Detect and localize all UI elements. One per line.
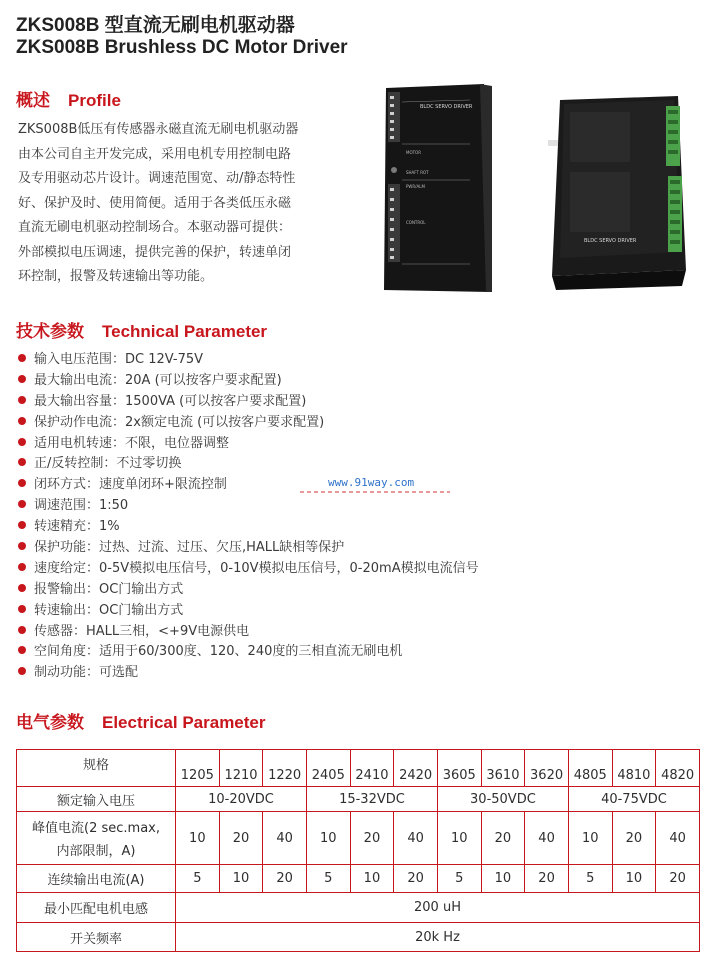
front-label: BLDC SERVO DRIVER — [420, 104, 473, 110]
table-cell: 2420 — [394, 750, 438, 787]
list-item-text: 速度给定：0-5V模拟电压信号，0-10V模拟电压信号，0-20mA模拟电流信号 — [34, 560, 479, 576]
table-cell: 5 — [437, 865, 481, 893]
list-item — [18, 622, 479, 643]
table-cell: 40-75VDC — [568, 787, 699, 812]
list-item-text: 报警输出：OC门输出方式 — [34, 581, 184, 597]
front-side-label: PWR/ALM — [406, 184, 425, 189]
table-cell: 10 — [176, 812, 220, 865]
watermark-divider — [300, 491, 450, 493]
list-item — [18, 413, 479, 434]
technical-heading-en: Technical Parameter — [102, 322, 268, 341]
list-item — [18, 538, 479, 559]
list-item-text: 转速输出：OC门输出方式 — [34, 602, 184, 618]
profile-line: 由本公司自主开发完成，采用电机专用控制电路 — [18, 146, 292, 162]
models-label: 规格 — [17, 750, 176, 787]
table-row — [17, 865, 700, 893]
bullet-icon — [18, 584, 26, 592]
bullet-icon — [18, 605, 26, 613]
table-cell: 10 — [350, 865, 394, 893]
technical-list — [18, 350, 479, 684]
front-side-label: SHAFT ROT — [406, 170, 429, 175]
table-cell: 2405 — [306, 750, 350, 787]
table-cell: 20 — [350, 812, 394, 865]
table-cell: 5 — [306, 865, 350, 893]
bullet-icon — [18, 521, 26, 529]
list-item-text: 空间角度：适用于60/300度、120、240度的三相直流无刷电机 — [34, 644, 403, 660]
table-cell: 1210 — [219, 750, 263, 787]
profile-heading-cn: 概述 — [16, 91, 50, 110]
table-cell: 10 — [481, 865, 525, 893]
profile-line: 好、保护及时、使用简便。适用于各类低压永磁 — [18, 195, 292, 211]
table-cell: 2410 — [350, 750, 394, 787]
watermark: www.91way.com — [328, 476, 415, 489]
list-item-text: 制动功能：可选配 — [34, 665, 139, 681]
table-row — [17, 923, 700, 952]
profile-line: 环控制，报警及转速输出等功能。 — [18, 269, 214, 284]
technical-heading — [16, 317, 267, 342]
table-cell: 4805 — [568, 750, 612, 787]
rated-voltage-label: 额定输入电压 — [17, 787, 176, 812]
table-cell: 20 — [612, 812, 656, 865]
table-cell: 10 — [306, 812, 350, 865]
table-cell: 5 — [568, 865, 612, 893]
driver-top-photo — [540, 92, 690, 292]
list-item-text: 正/反转控制：不过零切换 — [34, 456, 182, 472]
table-row — [17, 787, 700, 812]
list-item-text: 适用电机转速：不限，电位器调整 — [34, 435, 230, 451]
table-cell: 20 — [656, 865, 700, 893]
electrical-heading-en: Electrical Parameter — [102, 713, 266, 732]
list-item — [18, 559, 479, 580]
list-item-text: 调速范围：1:50 — [34, 498, 129, 514]
peak-current-label-line2: 内部限制，A) — [56, 844, 136, 859]
table-cell: 5 — [176, 865, 220, 893]
list-item — [18, 392, 479, 413]
driver-front-photo — [380, 84, 492, 294]
bullet-icon — [18, 626, 26, 634]
table-cell: 10 — [219, 865, 263, 893]
list-item-text: 输入电压范围：DC 12V-75V — [34, 352, 204, 367]
list-item — [18, 371, 479, 392]
bullet-icon — [18, 438, 26, 446]
table-cell: 4810 — [612, 750, 656, 787]
list-item — [18, 663, 479, 684]
electrical-heading — [16, 708, 266, 733]
list-item — [18, 496, 479, 517]
table-cell: 30-50VDC — [437, 787, 568, 812]
table-cell: 40 — [263, 812, 307, 865]
table-cell: 10 — [612, 865, 656, 893]
table-cell: 10 — [437, 812, 481, 865]
table-cell: 10-20VDC — [176, 787, 307, 812]
table-cell: 3605 — [437, 750, 481, 787]
bullet-icon — [18, 458, 26, 466]
technical-heading-cn: 技术参数 — [16, 322, 84, 341]
bullet-icon — [18, 646, 26, 654]
list-item — [18, 517, 479, 538]
front-side-label: MOTOR — [406, 150, 421, 155]
profile-heading — [16, 86, 121, 111]
list-item-text: 闭环方式：速度单闭环+限流控制 — [34, 477, 227, 493]
switch-freq-label: 开关频率 — [17, 923, 176, 952]
profile-heading-en: Profile — [68, 91, 121, 110]
peak-current-label — [17, 812, 176, 865]
table-cell: 20 — [525, 865, 569, 893]
list-item — [18, 454, 479, 475]
profile-line: 外部模拟电压调速，提供完善的保护，转速单闭 — [18, 244, 292, 260]
table-cell: 3610 — [481, 750, 525, 787]
list-item-text: 最大输出电流：20A (可以按客户要求配置) — [34, 372, 282, 388]
bullet-icon — [18, 667, 26, 675]
table-cell: 15-32VDC — [306, 787, 437, 812]
title-cn: ZKS008B 型直流无刷电机驱动器 — [16, 15, 295, 36]
bullet-icon — [18, 375, 26, 383]
bullet-icon — [18, 396, 26, 404]
table-cell: 4820 — [656, 750, 700, 787]
profile-line: 直流无刷电机驱动控制场合。本驱动器可提供： — [18, 220, 292, 235]
table-cell: 10 — [568, 812, 612, 865]
peak-current-label-line1: 峰值电流(2 sec.max, — [32, 821, 160, 836]
table-row — [17, 893, 700, 923]
cont-current-label: 连续输出电流(A) — [17, 865, 176, 893]
min-inductance-label: 最小匹配电机电感 — [17, 893, 176, 923]
electrical-table — [16, 749, 700, 952]
list-item-text: 保护功能：过热、过流、过压、欠压,HALL缺相等保护 — [34, 540, 345, 556]
bullet-icon — [18, 563, 26, 571]
top-label: BLDC SERVO DRIVER — [584, 238, 637, 244]
table-cell: 40 — [394, 812, 438, 865]
table-cell: 1205 — [176, 750, 220, 787]
list-item-text: 转速精充：1% — [34, 519, 120, 535]
table-cell: 1220 — [263, 750, 307, 787]
list-item-text: 最大输出容量：1500VA (可以按客户要求配置) — [34, 393, 307, 409]
title-en: ZKS008B Brushless DC Motor Driver — [16, 37, 348, 58]
electrical-heading-cn: 电气参数 — [16, 713, 84, 732]
list-item — [18, 580, 479, 601]
front-side-label: CONTROL — [406, 220, 426, 225]
table-cell: 200 uH — [176, 893, 700, 923]
table-row — [17, 812, 700, 865]
bullet-icon — [18, 354, 26, 362]
list-item-text: 保护动作电流：2x额定电流 (可以按客户要求配置) — [34, 414, 325, 430]
profile-text — [18, 118, 352, 290]
list-item-text: 传感器：HALL三相，<+9V电源供电 — [34, 623, 250, 639]
bullet-icon — [18, 500, 26, 508]
list-item — [18, 434, 479, 455]
profile-line: 及专用驱动芯片设计。调速范围宽、动/静态特性 — [18, 171, 296, 186]
table-cell: 20 — [219, 812, 263, 865]
table-row — [17, 750, 700, 787]
table-cell: 20 — [481, 812, 525, 865]
list-item — [18, 350, 479, 371]
list-item — [18, 642, 479, 663]
list-item — [18, 601, 479, 622]
bullet-icon — [18, 479, 26, 487]
table-cell: 20k Hz — [176, 923, 700, 952]
table-cell: 20 — [394, 865, 438, 893]
bullet-icon — [18, 542, 26, 550]
table-cell: 20 — [263, 865, 307, 893]
table-cell: 3620 — [525, 750, 569, 787]
table-cell: 40 — [525, 812, 569, 865]
table-cell: 40 — [656, 812, 700, 865]
bullet-icon — [18, 417, 26, 425]
profile-line: ZKS008B低压有传感器永磁直流无刷电机驱动器 — [18, 122, 299, 137]
